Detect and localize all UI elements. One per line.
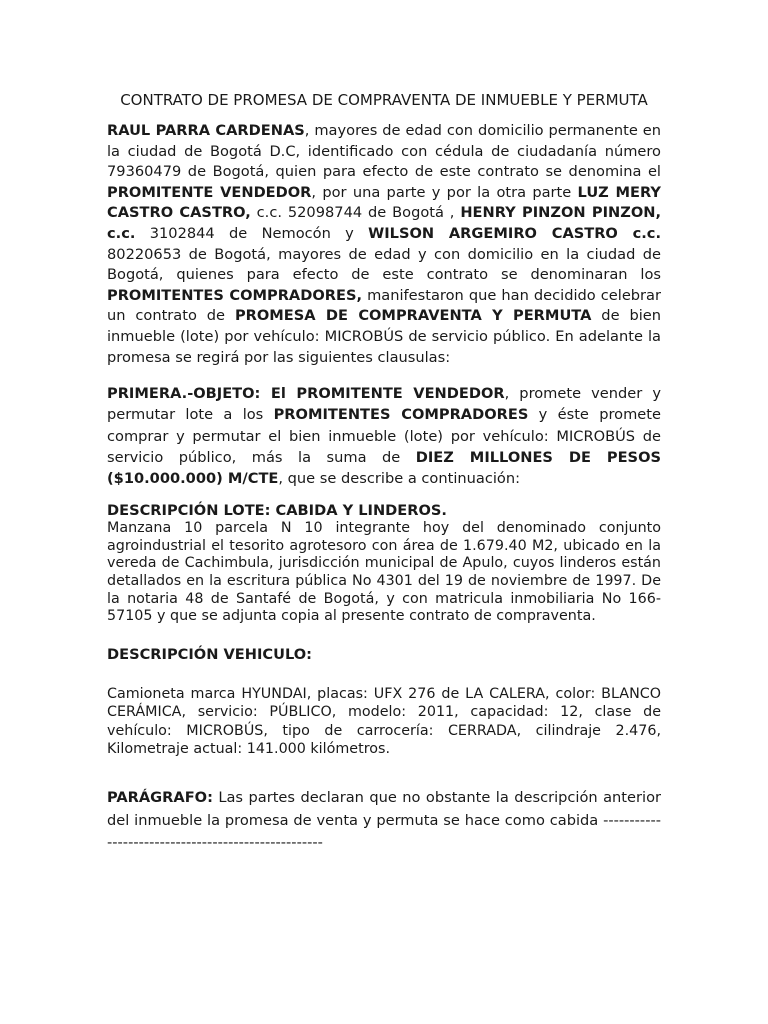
intro-paragraph xyxy=(107,121,661,368)
paragrafo-heading: PARÁGRAFO: xyxy=(107,789,213,807)
intro-text-3: c.c. 52098744 de Bogotá , xyxy=(250,204,461,222)
intro-text-6: manifestaron que han decidido celebrar un contrato de xyxy=(107,286,662,325)
vehiculo-description: Camioneta marca HYUNDAI, placas: UFX 276 de LA CALERA, color: BLANCO CERÁMICA, servicio: PÚBLICO, modelo: 2011, capacidad: 12, clase de vehículo: MICROBÚS, tipo de carrocería: CERRADA, cilindraje 2.476, Kilometraje actual: 141.000 kilómetros. xyxy=(107,685,661,758)
clause-primera-amount: DIEZ MILLONES DE PESOS ($10.000.000) M/CTE xyxy=(107,448,661,487)
buyers-role: PROMITENTES COMPRADORES, xyxy=(107,286,363,304)
seller-role: PROMITENTE VENDEDOR xyxy=(107,183,312,201)
buyer-2-name: HENRY PINZON PINZON, c.c. xyxy=(107,204,661,242)
buyer-1-name: LUZ MERY CASTRO CASTRO, xyxy=(107,183,661,222)
clause-primera-text-1: , promete vender y permutar lote a los xyxy=(107,385,661,424)
vehiculo-heading: DESCRIPCIÓN VEHICULO: xyxy=(107,645,312,663)
lote-heading: DESCRIPCIÓN LOTE: CABIDA Y LINDEROS. xyxy=(107,502,447,520)
clause-primera-buyers: PROMITENTES COMPRADORES xyxy=(273,406,529,424)
clause-primera-text-2: y éste promete comprar y permutar el bien inmueble (lote) por vehículo: MICROBÚS de servicio público, más la suma de xyxy=(107,406,661,466)
lote-description: Manzana 10 parcela N 10 integrante hoy del denominado conjunto agroindustrial el tesorito agrotesoro con área de 1.679.40 M2, ubicado en la vereda de Cachimbula, jurisdicción municipal de Apulo, cuyos linderos están detallados en la escritura pública No 4301 del 19 de noviembre de 1997. De la notaria 48 de Santafé de Bogotá, y con matricula inmobiliaria No 166-57105 y que se adjunta copia al presente contrato de compraventa. xyxy=(107,520,661,625)
intro-text-4: 3102844 de Nemocón y xyxy=(135,224,369,242)
buyer-3-name: WILSON ARGEMIRO CASTRO c.c. xyxy=(368,224,662,242)
seller-name: RAUL PARRA CARDENAS xyxy=(107,122,305,139)
clause-primera xyxy=(107,383,661,489)
intro-text-7: de bien inmueble (lote) por vehículo: MICROBÚS de servicio público. En adelante la promesa se regirá por las siguientes clausulas: xyxy=(107,307,661,366)
intro-text-5: 80220653 de Bogotá, mayores de edad y con domicilio en la ciudad de Bogotá, quienes para efecto de este contrato se denominaran los xyxy=(107,245,661,284)
paragrafo-paragraph xyxy=(107,787,661,855)
contract-type: PROMESA DE COMPRAVENTA Y PERMUTA xyxy=(234,307,592,325)
document-title: CONTRATO DE PROMESA DE COMPRAVENTA DE INMUEBLE Y PERMUTA xyxy=(120,91,648,109)
intro-text-2: , por una parte y por la otra parte xyxy=(311,183,578,201)
clause-primera-heading: PRIMERA.-OBJETO: El PROMITENTE VENDEDOR xyxy=(107,385,505,403)
intro-text-1: , mayores de edad con domicilio permanente en la ciudad de Bogotá D.C, identificado con cédula de ciudadanía número 79360479 de Bogotá, quien para efecto de este contrato se denomina el xyxy=(107,122,661,181)
clause-primera-text-3: , que se describe a continuación: xyxy=(278,469,520,487)
paragrafo-text: Las partes declaran que no obstante la descripción anterior del inmueble la promesa de venta y permuta se hace como cabida ---------------------------------------------------- xyxy=(107,789,661,852)
